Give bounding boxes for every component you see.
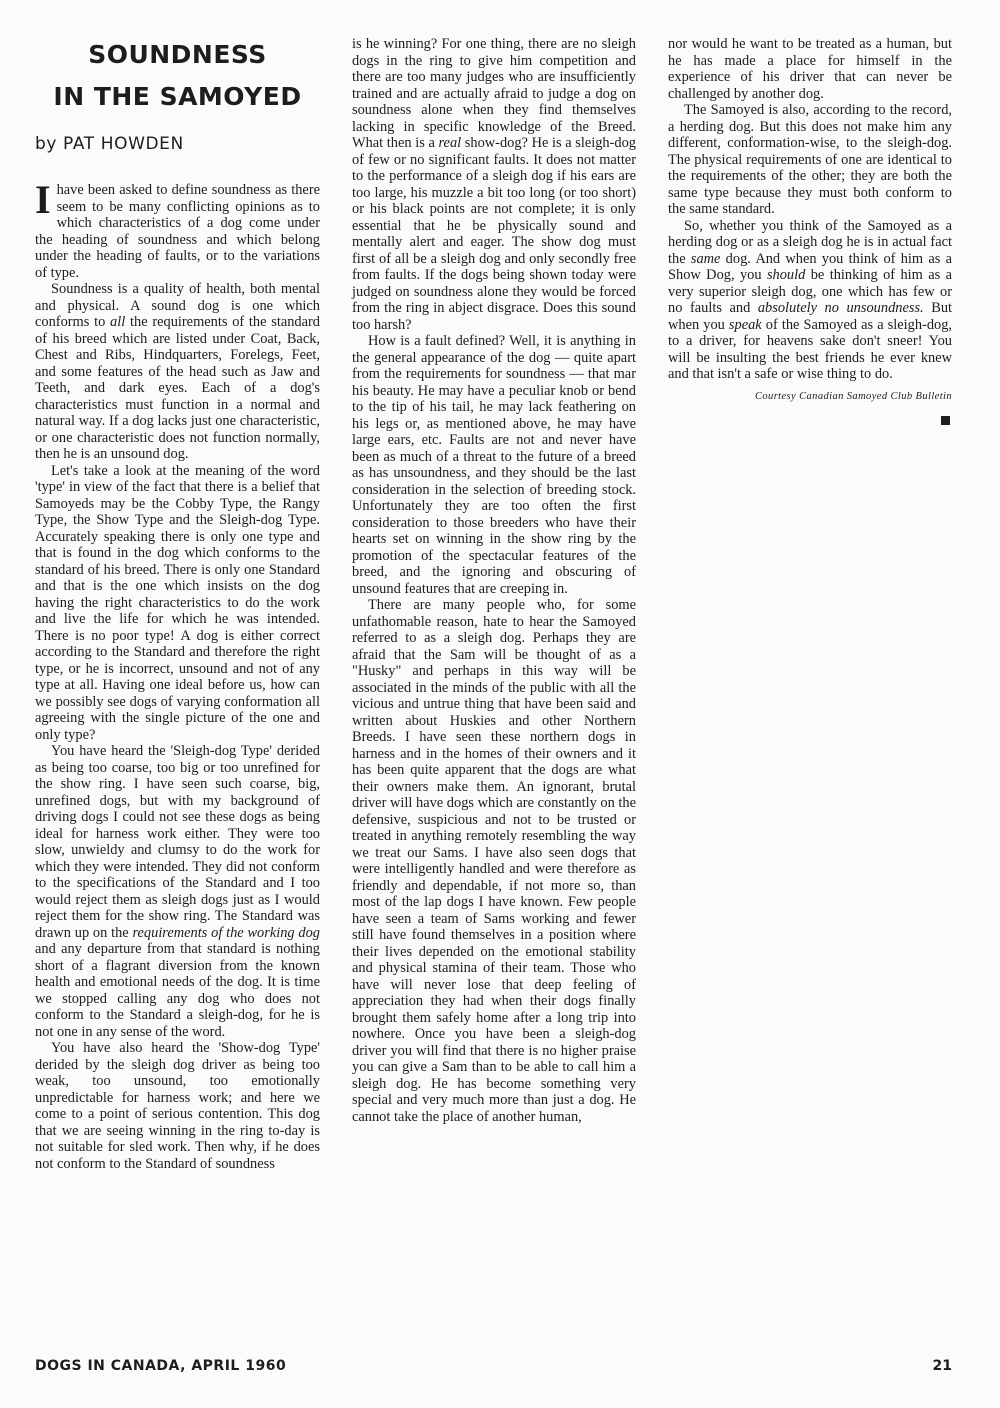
paragraph [668, 218, 952, 383]
paragraph: The Samoyed is also, according to the record, a herding dog. But this does not make him any different, conformation-wise, to the sleigh-dog. The physical requirements of one are identical to the requirements of the other; they are both the same type because they must both conform to the same standard. [668, 102, 952, 217]
paragraph-text: and any departure from that standard is nothing short of a flagrant diversion from the known health and emotional needs of the dog. It is time we stopped calling any dog who does not conform to the Standard a sleigh-dog, for he is not one in any sense of the word. [35, 941, 320, 1040]
emphasis: requirements of the working dog [132, 924, 321, 941]
paragraph: Let's take a look at the meaning of the word 'type' in view of the fact that there is a belief that Samoyeds may be the Cobby Type, the Rangy Type, the Show Type and the Sleigh-dog Type. Accurately speaking there is only one type and that is found in the dog which conforms to the standard of his breed. There is only one Standard and that is the one which insists on the dog having the right characteristics to do the work and live the life for which he was intended. There is no poor type! A dog is either correct according to the Standard and therefore the right type, or he is incorrect, unsound and not of any type at all. Having one ideal before us, how can we possibly see dogs of varying conformation all agreeing with the single picture of the one and only type? [35, 462, 320, 743]
paragraph [35, 281, 320, 463]
column-2 [352, 36, 636, 1125]
end-mark [668, 415, 952, 429]
emphasis: absolutely no unsoundness. [757, 300, 924, 316]
column-1 [35, 177, 321, 1172]
byline: by PAT HOWDEN [35, 134, 184, 154]
footer-publication: DOGS IN CANADA, APRIL 1960 [35, 1358, 287, 1374]
title-line-1: SOUNDNESS [88, 40, 267, 69]
paragraph-text: of the Samoyed as a sleigh-dog, to a driver, for heavens sake don't sneer! You will be insulting the best friends he ever knew and that isn't a safe or wise thing to do. [668, 316, 953, 382]
paragraph-text: show-dog? He is a sleigh-dog of few or no significant faults. It does not matter to the performance of a sleigh dog if his ears are too large, his muzzle a bit too long (or too short) or his black points are not complete; it is only essential that he be physically sound and mentally alert and eager. The show dog must first of all be a sleigh dog and only secondly free from faults. If the dogs being shown today were judged on soundness alone they would be forced from the ring in abject disgrace. Does this sound too harsh? [352, 135, 636, 333]
source-credit: Courtesy Canadian Samoyed Club Bulletin [754, 390, 952, 402]
paragraph-text: have been asked to define soundness as there seem to be many conflicting opinions as to which characteristics of a dog come under the heading of soundness and which belong under the heading of faults, or to the variations of type. [35, 182, 320, 281]
paragraph-text: So, whether you think of the Samoyed as a herding dog or as a sleigh dog he is in actual fact the [668, 217, 952, 267]
drop-cap: I [35, 177, 51, 222]
paragraph: How is a fault defined? Well, it is anything in the general appearance of the dog — quite apart from the requirements for soundness — that mar his beauty. He may have a peculiar knob or bend to the tip of his tail, he may lack feathering on his legs or, as mentioned above, he may have large ears, etc. Faults are not and never have been as much of a threat to the future of a breed as has unsoundness, and they should be the last consideration in the selection of breeding stock. Unfortunately they are too often the first consideration to those breeders who have their hearts set on winning in the show ring by the promotion of the spectacular features of the breed, and the ignoring and obscuring of unsound features that are creeping in. [352, 333, 636, 597]
paragraph-text: be thinking of him as a very superior sleigh dog, one which has few or no faults and [668, 267, 952, 316]
paragraph-text: the requirements of the standard of his breed which are listed under Coat, Back, Chest and Ribs, Hindquarters, Forelegs, Feet, and some features of the head such as Jaw and Teeth, and dark eyes. Each of a dog's characteristics must function in a normal and natural way. If a dog lacks just one characteristic, or one characteristic does not function normally, then he is an unsound dog. [35, 314, 320, 462]
paragraph-text: Soundness is a quality of health, both mental and physical. A sound dog is one which conforms to [35, 281, 320, 330]
paragraph [35, 177, 320, 281]
paragraph-text: dog. And when you think of him as a Show Dog, you [668, 250, 952, 283]
end-square-icon [941, 416, 950, 425]
paragraph [35, 743, 320, 1040]
emphasis: should [766, 267, 806, 283]
paragraph [352, 36, 636, 333]
paragraph-text: But when you [668, 300, 953, 333]
paragraph: nor would he want to be treated as a human, but he has made a place for himself in the experience of his driver that can never be challenged by another dog. [668, 36, 952, 102]
emphasis: speak [728, 316, 762, 333]
paragraph: You have also heard the 'Show-dog Type' derided by the sleigh dog driver as being too weak, too unsound, too emotionally unpredictable for harness work; and here we come to a point of serious contention. This dog that we are seeing winning in the ring to-day is not suitable for sled work. Then why, if he does not conform to the Standard of soundness [35, 1040, 320, 1172]
footer-page-number: 21 [932, 1358, 952, 1374]
title-line-2: IN THE SAMOYED [53, 82, 302, 111]
emphasis: real [438, 135, 462, 151]
paragraph-text: You have heard the 'Sleigh-dog Type' derided as being too coarse, too big or too unrefined for the show ring. I have seen such coarse, big, unrefined dogs, but with my background of driving dogs I could not see these dogs as being ideal for harness work either. They were too slow, unwieldy and clumsy to do the work for which they were intended. They did not conform to the specifications of the Standard and I too would reject them as sleigh dogs just as I would reject them for the show ring. The Standard was drawn up on the [35, 743, 320, 941]
emphasis: same [690, 250, 721, 267]
emphasis: all [110, 314, 126, 330]
paragraph-text: is he winning? For one thing, there are no sleigh dogs in the ring to give him competition and there are too many judges who are insufficiently trained and are actually afraid to judge a dog on soundness alone when they find themselves lacking in specific knowledge of the Breed. What then is a [352, 36, 636, 151]
article-title [35, 34, 320, 118]
column-3 [668, 36, 952, 429]
paragraph: There are many people who, for some unfathomable reason, hate to hear the Samoyed referred to as a sleigh dog. Perhaps they are afraid that the Sam will be thought of as a "Husky" and perhaps in this way will be associated in the minds of the public with all the vicious and untrue thing that have been said and written about Huskies and other Northern Breeds. I have seen these northern dogs in harness and in the homes of their owners and it has been quite apparent that the dogs are what their owners make them. An ignorant, brutal driver will have dogs which are constantly on the defensive, suspicious and not to be trusted or treated in anything remotely resembling the way we treat our Sams. I have also seen dogs that were intelligently handled and were therefore as friendly and dependable, if not more so, than most of the lap dogs I have known. Few people have seen a team of Sams working and fewer still have found themselves in a position where their lives depended on the emotional stability and physical stamina of their team. Those who have will never lose that deep feeling of appreciation they had when their dogs finally brought them safely home after a long trip into nowhere. Once you have been a sleigh-dog driver you will find that there is no higher praise you can give a Sam than to be able to call him a sleigh dog. He has become something very special and very much more than just a dog. He cannot take the place of another human, [352, 597, 636, 1125]
